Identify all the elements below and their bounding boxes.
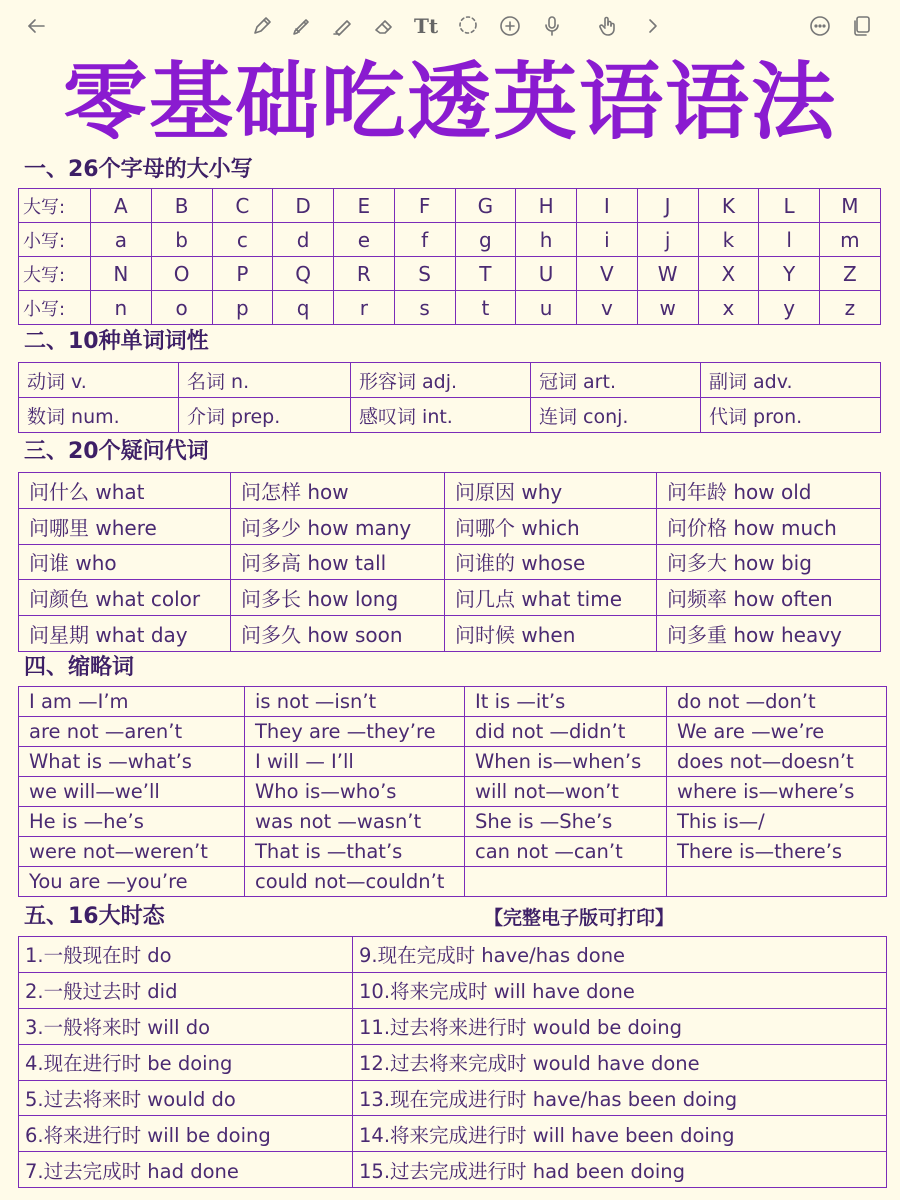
pen-icon[interactable] — [248, 12, 276, 40]
tense-cell: 9.现在完成时 have/has done — [353, 937, 887, 973]
question-word-cell: 问颜色 what color — [19, 580, 231, 616]
case-label: 小写: — [19, 223, 91, 257]
question-word-cell: 问怎样 how — [231, 473, 445, 509]
table-row — [19, 972, 887, 1008]
abbreviation-cell: We are —we’re — [667, 717, 887, 747]
table-row — [19, 473, 881, 509]
question-word-cell: 问原因 why — [445, 473, 657, 509]
abbreviation-cell: He is —he’s — [19, 807, 245, 837]
letter-cell: A — [91, 189, 152, 223]
letter-cell: T — [455, 257, 516, 291]
letter-cell: E — [334, 189, 395, 223]
letter-cell: q — [273, 291, 334, 325]
letter-cell: O — [151, 257, 212, 291]
letter-cell: N — [91, 257, 152, 291]
abbreviation-cell: will not—won’t — [465, 777, 667, 807]
letter-cell: P — [212, 257, 273, 291]
abbreviation-cell: What is —what’s — [19, 747, 245, 777]
case-label: 大写: — [19, 257, 91, 291]
letter-cell: p — [212, 291, 273, 325]
letter-cell: l — [759, 223, 820, 257]
letter-cell: I — [577, 189, 638, 223]
question-word-cell: 问多久 how soon — [231, 616, 445, 652]
tense-cell: 15.过去完成进行时 had been doing — [353, 1152, 887, 1188]
letter-cell: K — [698, 189, 759, 223]
letter-cell: B — [151, 189, 212, 223]
letter-cell: u — [516, 291, 577, 325]
question-word-cell: 问哪个 which — [445, 508, 657, 544]
letter-cell: f — [394, 223, 455, 257]
letter-cell: D — [273, 189, 334, 223]
abbreviation-cell: do not —don’t — [667, 687, 887, 717]
question-word-cell: 问谁的 whose — [445, 544, 657, 580]
abbreviation-cell: It is —it’s — [465, 687, 667, 717]
question-word-cell: 问多少 how many — [231, 508, 445, 544]
letter-cell: M — [820, 189, 881, 223]
abbreviation-cell: You are —you’re — [19, 867, 245, 897]
abbreviation-cell: When is—when’s — [465, 747, 667, 777]
abbreviation-cell: were not—weren’t — [19, 837, 245, 867]
tense-cell: 6.将来进行时 will be doing — [19, 1116, 353, 1152]
question-word-cell: 问星期 what day — [19, 616, 231, 652]
table-row — [19, 1080, 887, 1116]
eraser-icon[interactable] — [370, 12, 398, 40]
letter-cell: F — [394, 189, 455, 223]
table-row — [19, 1008, 887, 1044]
tense-cell: 3.一般将来时 will do — [19, 1008, 353, 1044]
lasso-icon[interactable] — [454, 12, 482, 40]
table-row — [19, 508, 881, 544]
table-row — [19, 363, 881, 398]
table-row — [19, 580, 881, 616]
part-of-speech-cell: 冠词 art. — [531, 363, 701, 398]
highlighter-icon[interactable] — [328, 12, 356, 40]
abbreviation-cell: is not —isn’t — [245, 687, 465, 717]
section-heading-abbreviations: 四、缩略词 — [24, 655, 135, 680]
letter-cell: m — [820, 223, 881, 257]
abbreviation-cell: She is —She’s — [465, 807, 667, 837]
chevron-right-icon[interactable] — [638, 12, 666, 40]
part-of-speech-cell: 动词 v. — [19, 363, 179, 398]
table-row — [19, 867, 887, 897]
tense-cell: 12.过去将来完成时 would have done — [353, 1044, 887, 1080]
letter-cell: C — [212, 189, 273, 223]
text-tool-icon[interactable]: Tt — [413, 14, 439, 38]
toolbar — [0, 0, 900, 52]
abbreviations-table — [18, 686, 887, 897]
letter-cell: S — [394, 257, 455, 291]
page-title: 零基础吃透英语语法 — [62, 53, 837, 151]
letter-cell: H — [516, 189, 577, 223]
tense-cell: 4.现在进行时 be doing — [19, 1044, 353, 1080]
abbreviation-cell: was not —wasn’t — [245, 807, 465, 837]
letter-cell: x — [698, 291, 759, 325]
letter-cell: Q — [273, 257, 334, 291]
table-row — [19, 837, 887, 867]
letter-cell: L — [759, 189, 820, 223]
abbreviation-cell: we will—we’ll — [19, 777, 245, 807]
table-row — [19, 937, 887, 973]
part-of-speech-cell: 代词 pron. — [701, 398, 881, 433]
letter-cell: z — [820, 291, 881, 325]
letter-cell: Z — [820, 257, 881, 291]
case-label: 小写: — [19, 291, 91, 325]
tense-cell: 2.一般过去时 did — [19, 972, 353, 1008]
alphabet-row — [19, 189, 881, 223]
tense-cell: 1.一般现在时 do — [19, 937, 353, 973]
letter-cell: w — [637, 291, 698, 325]
alphabet-row — [19, 291, 881, 325]
part-of-speech-cell: 名词 n. — [179, 363, 351, 398]
question-word-cell: 问多重 how heavy — [657, 616, 881, 652]
abbreviation-cell: That is —that’s — [245, 837, 465, 867]
abbreviation-cell: They are —they’re — [245, 717, 465, 747]
question-word-cell: 问频率 how often — [657, 580, 881, 616]
abbreviation-cell: could not—couldn’t — [245, 867, 465, 897]
pages-icon[interactable] — [848, 12, 876, 40]
question-word-cell: 问年龄 how old — [657, 473, 881, 509]
question-word-cell: 问时候 when — [445, 616, 657, 652]
part-of-speech-cell: 副词 adv. — [701, 363, 881, 398]
question-word-cell: 问多高 how tall — [231, 544, 445, 580]
abbreviation-cell: where is—where’s — [667, 777, 887, 807]
question-word-cell: 问哪里 where — [19, 508, 231, 544]
abbreviation-cell: Who is—who’s — [245, 777, 465, 807]
letter-cell: g — [455, 223, 516, 257]
letter-cell: o — [151, 291, 212, 325]
letter-cell: d — [273, 223, 334, 257]
section-heading-parts-of-speech: 二、10种单词词性 — [24, 329, 209, 354]
add-shape-icon[interactable] — [496, 12, 524, 40]
letter-cell: y — [759, 291, 820, 325]
abbreviation-cell — [465, 867, 667, 897]
tenses-table — [18, 936, 887, 1188]
letter-cell: a — [91, 223, 152, 257]
tense-cell: 5.过去将来时 would do — [19, 1080, 353, 1116]
part-of-speech-cell: 感叹词 int. — [351, 398, 531, 433]
letter-cell: X — [698, 257, 759, 291]
abbreviation-cell: I am —I’m — [19, 687, 245, 717]
question-word-cell: 问谁 who — [19, 544, 231, 580]
question-word-cell: 问几点 what time — [445, 580, 657, 616]
letter-cell: r — [334, 291, 395, 325]
question-word-cell: 问多大 how big — [657, 544, 881, 580]
print-note: 【完整电子版可打印】 — [484, 907, 675, 929]
letter-cell: k — [698, 223, 759, 257]
section-heading-question-words: 三、20个疑问代词 — [24, 439, 209, 464]
letter-cell: Y — [759, 257, 820, 291]
parts-of-speech-table — [18, 362, 881, 433]
question-word-cell: 问价格 how much — [657, 508, 881, 544]
section-heading-alphabet: 一、26个字母的大小写 — [24, 157, 253, 182]
table-row — [19, 687, 887, 717]
table-row — [19, 1116, 887, 1152]
back-arrow-icon[interactable] — [22, 12, 50, 40]
alphabet-row — [19, 257, 881, 291]
table-row — [19, 616, 881, 652]
letter-cell: t — [455, 291, 516, 325]
abbreviation-cell: There is—there’s — [667, 837, 887, 867]
section-heading-tenses: 五、16大时态 — [24, 904, 165, 929]
letter-cell: c — [212, 223, 273, 257]
abbreviation-cell — [667, 867, 887, 897]
table-row — [19, 544, 881, 580]
letter-cell: b — [151, 223, 212, 257]
case-label: 大写: — [19, 189, 91, 223]
alphabet-table — [18, 188, 881, 325]
alphabet-row — [19, 223, 881, 257]
question-words-table — [18, 472, 881, 652]
letter-cell: j — [637, 223, 698, 257]
question-word-cell: 问多长 how long — [231, 580, 445, 616]
more-icon[interactable] — [806, 12, 834, 40]
pencil-icon[interactable] — [288, 12, 316, 40]
tense-cell: 14.将来完成进行时 will have been doing — [353, 1116, 887, 1152]
microphone-icon[interactable] — [538, 12, 566, 40]
part-of-speech-cell: 介词 prep. — [179, 398, 351, 433]
table-row — [19, 777, 887, 807]
part-of-speech-cell: 数词 num. — [19, 398, 179, 433]
tense-cell: 13.现在完成进行时 have/has been doing — [353, 1080, 887, 1116]
table-row — [19, 807, 887, 837]
letter-cell: W — [637, 257, 698, 291]
letter-cell: n — [91, 291, 152, 325]
letter-cell: R — [334, 257, 395, 291]
abbreviation-cell: did not —didn’t — [465, 717, 667, 747]
letter-cell: i — [577, 223, 638, 257]
question-word-cell: 问什么 what — [19, 473, 231, 509]
abbreviation-cell: can not —can’t — [465, 837, 667, 867]
table-row — [19, 747, 887, 777]
part-of-speech-cell: 形容词 adj. — [351, 363, 531, 398]
letter-cell: J — [637, 189, 698, 223]
letter-cell: v — [577, 291, 638, 325]
tense-cell: 7.过去完成时 had done — [19, 1152, 353, 1188]
part-of-speech-cell: 连词 conj. — [531, 398, 701, 433]
table-row — [19, 717, 887, 747]
tense-cell: 11.过去将来进行时 would be doing — [353, 1008, 887, 1044]
letter-cell: U — [516, 257, 577, 291]
table-row — [19, 1044, 887, 1080]
abbreviation-cell: I will — I’ll — [245, 747, 465, 777]
letter-cell: s — [394, 291, 455, 325]
letter-cell: V — [577, 257, 638, 291]
hand-pointer-icon[interactable] — [594, 12, 622, 40]
abbreviation-cell: does not—doesn’t — [667, 747, 887, 777]
abbreviation-cell: are not —aren’t — [19, 717, 245, 747]
table-row — [19, 1152, 887, 1188]
table-row — [19, 398, 881, 433]
letter-cell: G — [455, 189, 516, 223]
tense-cell: 10.将来完成时 will have done — [353, 972, 887, 1008]
letter-cell: h — [516, 223, 577, 257]
letter-cell: e — [334, 223, 395, 257]
abbreviation-cell: This is—/ — [667, 807, 887, 837]
